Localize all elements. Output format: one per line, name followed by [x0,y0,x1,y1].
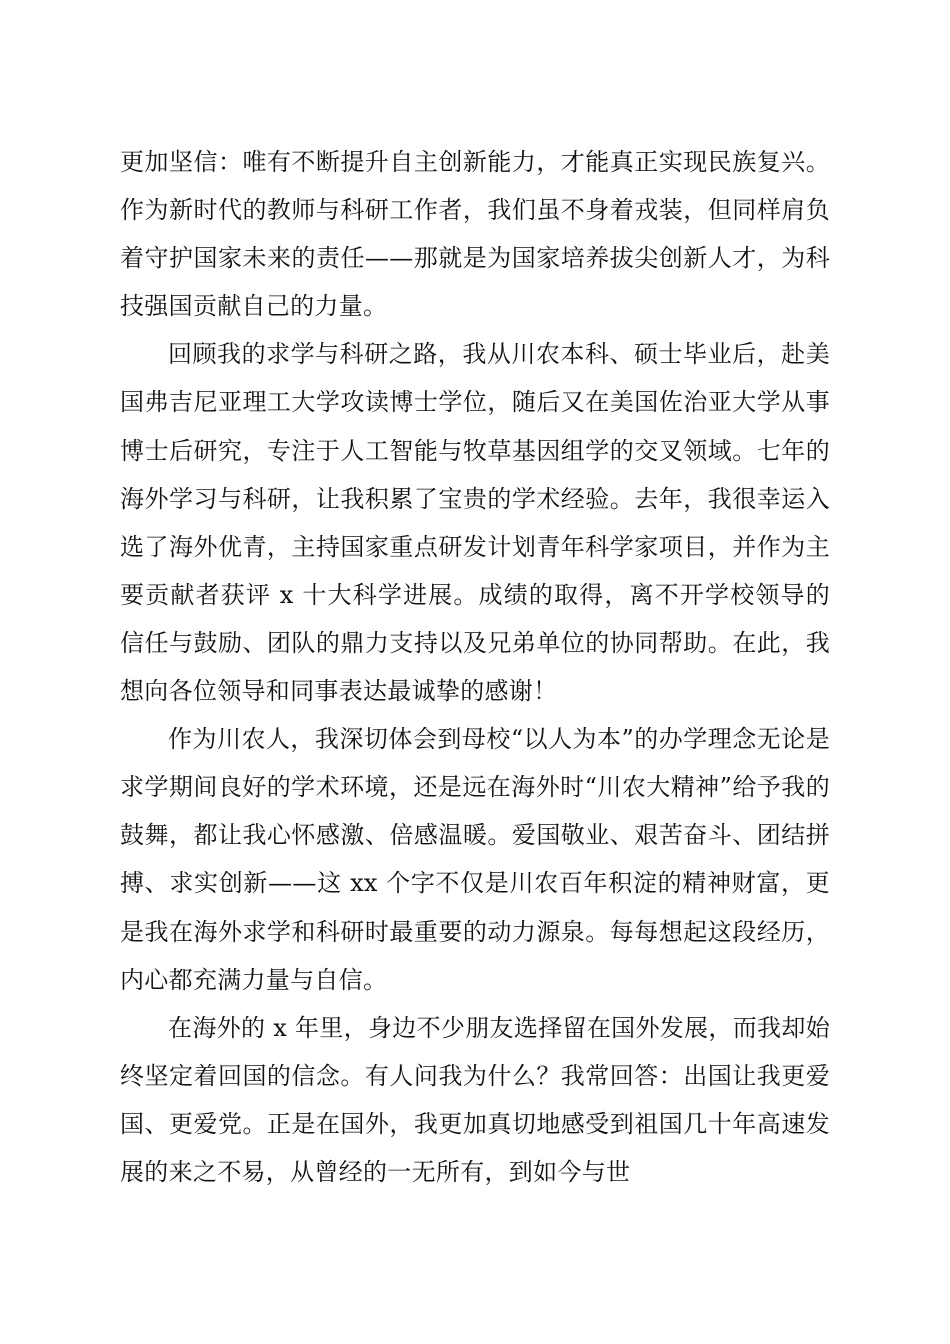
paragraph-1: 更加坚信：唯有不断提升自主创新能力，才能真正实现民族复兴。作为新时代的教师与科研工作者，我们虽不身着戎装，但同样肩负着守护国家未来的责任——那就是为国家培养拔尖创新人才，为科技强国贡献自己的力量。 [120,148,830,321]
document-body [120,138,830,1196]
paragraph-4: 在海外的 x 年里，身边不少朋友选择留在国外发展，而我却始终坚定着回国的信念。有人问我为什么？我常回答：出国让我更爱国、更爱党。正是在国外，我更加真切地感受到祖国几十年高速发展的来之不易，从曾经的一无所有，到如今与世 [120,1013,830,1186]
paragraph-2: 回顾我的求学与科研之路，我从川农本科、硕士毕业后，赴美国弗吉尼亚理工大学攻读博士学位，随后又在美国佐治亚大学从事博士后研究，专注于人工智能与牧草基因组学的交叉领域。七年的海外学习与科研，让我积累了宝贵的学术经验。去年，我很幸运入选了海外优青，主持国家重点研发计划青年科学家项目，并作为主要贡献者获评 x 十大科学进展。成绩的取得，离不开学校领导的信任与鼓励、团队的鼎力支持以及兄弟单位的协同帮助。在此，我想向各位领导和同事表达最诚挚的感谢！ [120,340,830,706]
paragraph-3: 作为川农人，我深切体会到母校“以人为本”的办学理念无论是求学期间良好的学术环境，还是远在海外时“川农大精神”给予我的鼓舞，都让我心怀感激、倍感温暖。爱国敬业、艰苦奋斗、团结拼搏、求实创新——这 xx 个字不仅是川农百年积淀的精神财富，更是我在海外求学和科研时最重要的动力源泉。每每想起这段经历，内心都充满力量与自信。 [120,725,830,994]
